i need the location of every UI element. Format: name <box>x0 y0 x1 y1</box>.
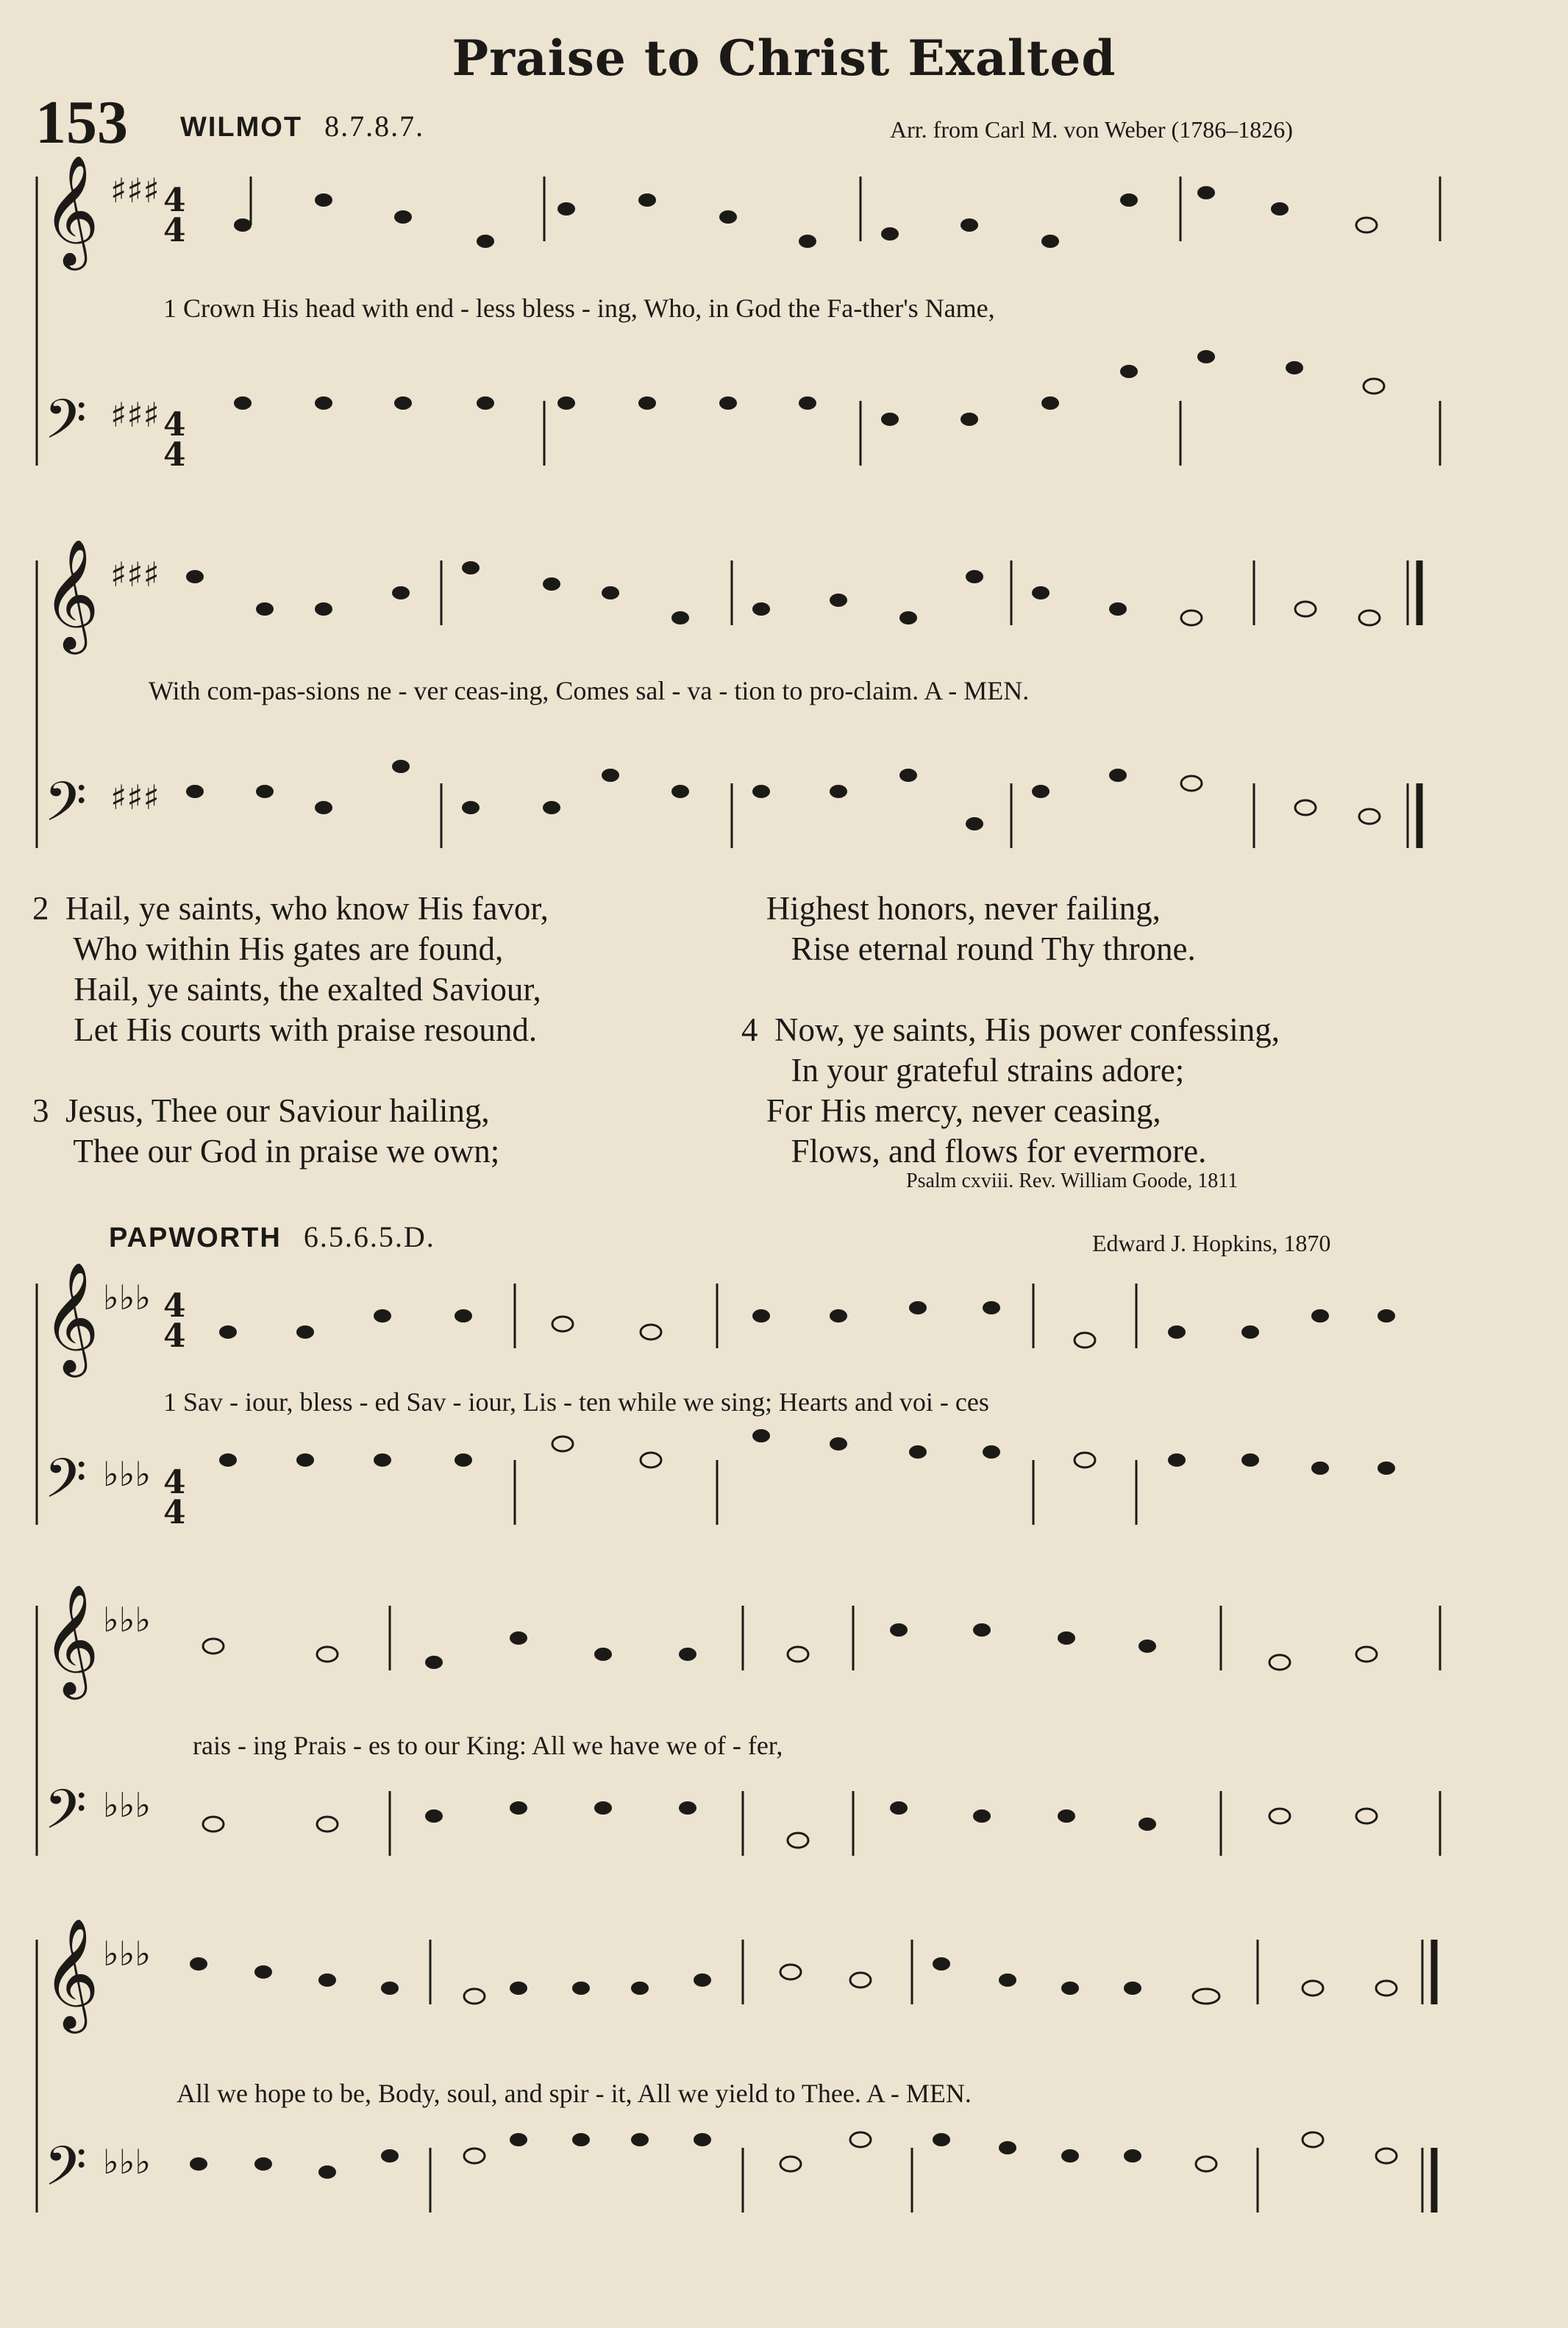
staff-treble-3 <box>37 1284 1442 1348</box>
svg-text:𝄢: 𝄢 <box>44 770 87 847</box>
lyric-line: All we hope to be, Body, soul, and spir - it, All we yield to Thee. A - MEN. <box>177 2079 972 2108</box>
svg-text:♯♯♯: ♯♯♯ <box>110 555 160 594</box>
page-title: Praise to Christ Exalted <box>452 29 1116 87</box>
svg-text:𝄢: 𝄢 <box>44 1778 87 1855</box>
svg-text:4: 4 <box>163 1494 186 1531</box>
svg-text:𝄢: 𝄢 <box>44 1447 87 1524</box>
staff-bass-5 <box>37 2148 1442 2213</box>
staff-bass-1 <box>37 401 1442 466</box>
staff-treble-1 <box>37 177 1442 241</box>
svg-text:𝄢: 𝄢 <box>44 2135 87 2212</box>
text-source: Psalm cxviii. Rev. William Goode, 1811 <box>906 1170 1239 1192</box>
staff-bass-2 <box>37 783 1442 848</box>
tune-name: PAPWORTH <box>109 1222 282 1253</box>
verses-right-column: Highest honors, never failing, Rise eternal round Thy throne. 4 Now, ye saints, His power confessing, In your grateful strains adore; For His mercy, never ceasing, Flows, and flows for evermore. <box>741 890 1280 1170</box>
lyric-line: With com-pas-sions ne - ver ceas-ing, Comes sal - va - tion to pro-claim. A - MEN. <box>149 676 1030 705</box>
svg-text:♯♯♯: ♯♯♯ <box>110 171 160 210</box>
svg-text:♭♭♭: ♭♭♭ <box>103 2142 152 2182</box>
svg-text:𝄞: 𝄞 <box>43 1917 99 2029</box>
composer-credit: Arr. from Carl M. von Weber (1786–1826) <box>890 116 1293 143</box>
svg-text:4: 4 <box>163 1287 186 1325</box>
tune-name: WILMOT <box>180 112 303 143</box>
svg-text:4: 4 <box>163 212 186 249</box>
svg-text:𝄞: 𝄞 <box>43 538 99 649</box>
svg-text:4: 4 <box>163 1464 186 1501</box>
svg-text:𝄞: 𝄞 <box>43 1261 99 1373</box>
verses-left-column: 2 Hail, ye saints, who know His favor, Who within His gates are found, Hail, ye saints, the exalted Saviour, Let His courts with praise resound. 3 Jesus, Thee our Saviour hailing, Thee our God in praise we own; <box>32 890 549 1170</box>
notes-system-5 <box>190 1957 1397 2179</box>
staff-treble-2 <box>37 560 1442 625</box>
staff-treble-5 <box>37 1940 1442 2004</box>
lyric-line: 1 Crown His head with end - less bless - ing, Who, in God the Fa-ther's Name, <box>163 293 995 323</box>
svg-text:𝄢: 𝄢 <box>44 388 87 465</box>
svg-text:♭♭♭: ♭♭♭ <box>103 1934 152 1973</box>
tune-heading-papworth <box>109 1220 435 1254</box>
lyric-line: 1 Sav - iour, bless - ed Sav - iour, Lis - ten while we sing; Hearts and voi - ces <box>163 1387 989 1417</box>
tune-meter: 8.7.8.7. <box>324 110 425 143</box>
svg-text:4: 4 <box>163 1317 186 1355</box>
svg-text:𝄞: 𝄞 <box>43 154 99 266</box>
svg-text:♭♭♭: ♭♭♭ <box>103 1454 152 1494</box>
svg-text:4: 4 <box>163 436 186 474</box>
composer-credit: Edward J. Hopkins, 1870 <box>1092 1230 1331 1256</box>
tune-meter: 6.5.6.5.D. <box>303 1220 435 1253</box>
lyric-line: rais - ing Prais - es to our King: All we have we of - fer, <box>193 1731 783 1760</box>
staff-bass-3 <box>37 1460 1442 1525</box>
svg-text:4: 4 <box>163 182 186 219</box>
svg-text:♭♭♭: ♭♭♭ <box>103 1600 152 1640</box>
svg-text:♭♭♭: ♭♭♭ <box>103 1785 152 1825</box>
svg-text:𝄞: 𝄞 <box>43 1583 99 1695</box>
svg-text:♭♭♭: ♭♭♭ <box>103 1278 152 1317</box>
staff-bass-4 <box>37 1791 1442 1856</box>
hymn-number: 153 <box>35 88 128 157</box>
svg-text:♯♯♯: ♯♯♯ <box>110 395 160 435</box>
svg-text:4: 4 <box>163 406 186 444</box>
svg-text:♯♯♯: ♯♯♯ <box>110 777 160 817</box>
staff-treble-4 <box>37 1606 1442 1670</box>
